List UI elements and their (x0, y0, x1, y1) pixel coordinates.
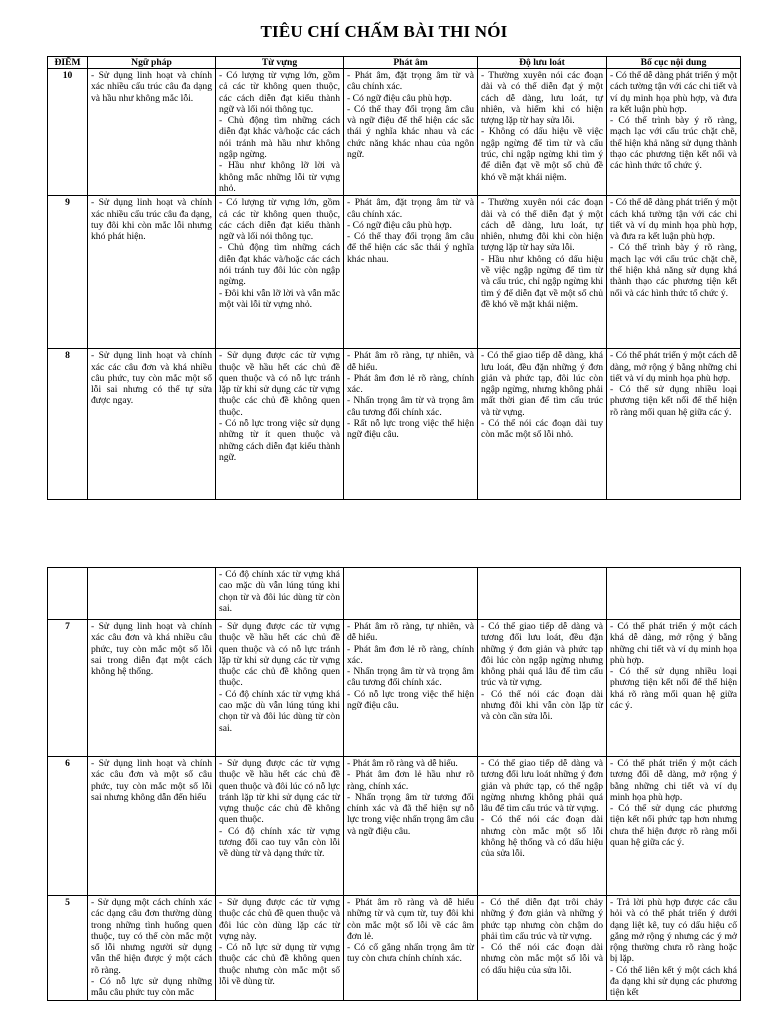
pronunciation-cell (344, 896, 478, 1001)
content-structure-cell (607, 757, 741, 896)
fluency-cell (478, 620, 607, 757)
header-vocabulary: Từ vựng (216, 57, 344, 69)
criteria-table-part2 (47, 567, 741, 1001)
criterion-text: - Không có dấu hiệu về việc ngập ngừng để tìm từ và cấu trúc, chỉ ngập ngừng khi tìm ý để diễn đạt về một số chủ đề khó về mặt khái niệm. (481, 126, 603, 183)
vocabulary-cell (216, 69, 344, 196)
grammar-cell (88, 196, 216, 349)
criterion-text: - Sử dụng linh hoạt và chính xác câu đơn và một số câu phức, tuy còn mắc một số lỗi sai nhưng không dẫn đến hiểu (91, 758, 212, 803)
pronunciation-cell (344, 196, 478, 349)
table-header-row (48, 57, 741, 69)
criterion-text: - Sử dụng được các từ vựng thuộc về hầu hết các chủ đề quen thuộc và đôi lúc có nỗ lực tránh lặp từ khi sử dụng các từ vựng thuộc các chủ đề không quen thuộc. (219, 758, 340, 826)
criterion-text: - Phát âm, đặt trọng âm từ và câu chính xác. (347, 70, 474, 93)
criterion-text: - Sử dụng được các từ vựng thuộc về hầu hết các chủ đề quen thuộc và có nỗ lực tránh lặp từ khi sử dụng các từ vựng thuộc các chủ đề không quen thuộc. (219, 621, 340, 689)
score-cell (48, 568, 88, 620)
score-cell: 5 (48, 896, 88, 1001)
table-row (48, 568, 741, 620)
criterion-text: - Có thể thay đổi trọng âm câu và ngữ điệu để thể hiện các sắc thái ý nghĩa khác nhau và các chức năng khác nhau của ngôn ngữ. (347, 103, 474, 161)
score-cell: 6 (48, 757, 88, 896)
criterion-text: - Sử dụng linh hoạt và chính xác câu đơn và khá nhiều câu phức, tuy còn mắc một số lỗi sai trong diễn đạt một cách không hệ thống. (91, 621, 212, 678)
criterion-text: - Nhấn trọng âm từ và trọng âm câu tương đối chính xác. (347, 666, 474, 689)
criterion-text: - Có thể thay đổi trọng âm câu để thể hiện các sắc thái ý nghĩa khác nhau. (347, 231, 474, 265)
criterion-text: - Có thể giao tiếp dễ dàng và tương đối lưu loát, đều đặn những ý đơn giản và phức tạp đôi lúc còn ngập ngừng nhưng không phải quá lâu để tìm cấu trúc và từ vựng. (481, 621, 603, 689)
criterion-text: - Phát âm đơn lẻ rõ ràng, chính xác. (347, 643, 474, 666)
criterion-text: - Có ngữ điệu câu phù hợp. (347, 219, 452, 231)
grammar-cell (88, 568, 216, 620)
content-structure-cell (607, 620, 741, 757)
content-structure-cell (607, 568, 741, 620)
criterion-text: - Có thể sử dụng nhiều loại phương tiện kết nối để thể hiện rõ ràng mối quan hệ giữa các ý. (610, 384, 737, 418)
content-structure-cell (607, 896, 741, 1001)
pronunciation-cell (344, 349, 478, 500)
content-structure-cell (607, 69, 741, 196)
criterion-text: - Có thể dễ dàng phát triển ý một cách khá tường tận với các chi tiết và ví dụ minh họa phù hợp, và đưa ra kết luận phù hợp. (610, 197, 737, 243)
fluency-cell (478, 757, 607, 896)
table-row (48, 757, 741, 896)
criterion-text: - Sử dụng một cách chính xác các dạng câu đơn thường dùng trong những tình huống quen thuộc, tuy có thể còn mắc một số lỗi nhưng người sử dụng vẫn thể hiện được ý một cách rõ ràng. (91, 897, 212, 976)
criterion-text: - Phát âm đơn lẻ hầu như rõ ràng, chính xác. (347, 769, 474, 792)
criterion-text: - Có lượng từ vựng lớn, gồm cả các từ không quen thuộc, các cách diễn đạt kiểu thành ngữ và lối nói thông tục. (219, 197, 340, 243)
criterion-text: - Phát âm, đặt trọng âm từ và câu chính xác. (347, 197, 474, 220)
table-row (48, 620, 741, 757)
vocabulary-cell (216, 196, 344, 349)
criterion-text: - Có thể sử dụng nhiều loại phương tiện kết nối để thể hiện khá rõ ràng mối quan hệ giữa các ý. (610, 666, 737, 712)
table-row (48, 69, 741, 196)
criterion-text: - Có thể giao tiếp dễ dàng và tương đối lưu loát những ý đơn giản và phức tạp, có thể ngập ngừng nhưng không phải quá lâu để tìm cấu trúc và từ vựng. (481, 758, 603, 815)
criterion-text: - Đôi khi vẫn lỡ lời và vẫn mắc một vài lỗi từ vựng nhỏ. (219, 287, 340, 310)
table-row (48, 896, 741, 1001)
table-row (48, 349, 741, 500)
fluency-cell (478, 896, 607, 1001)
grammar-cell (88, 620, 216, 757)
criterion-text: - Có thể trình bày ý rõ ràng, mạch lạc với cấu trúc chặt chẽ, thể hiện khả năng sử dụng khá thành thạo các phương tiện kết nối và các hình thức tổ chức ý. (610, 242, 737, 299)
page-title: TIÊU CHÍ CHẤM BÀI THI NÓI (260, 22, 508, 41)
criterion-text: - Có lượng từ vựng lớn, gồm cả các từ không quen thuộc, các cách diễn đạt kiểu thành ngữ và lối nói thông tục. (219, 70, 340, 115)
score-cell: 9 (48, 196, 88, 349)
header-grammar: Ngữ pháp (88, 57, 216, 69)
criterion-text: - Có thể nói các đoạn dài nhưng đôi khi vẫn còn lặp từ và còn cần sửa lỗi. (481, 688, 603, 723)
table-row (48, 196, 741, 349)
pronunciation-cell (344, 757, 478, 896)
criterion-text: - Sử dụng linh hoạt và chính xác các câu đơn và khá nhiều câu phức, tuy còn mắc một số lỗi sai nhưng có thể tự sửa được ngay. (91, 350, 212, 407)
pronunciation-cell (344, 620, 478, 757)
fluency-cell (478, 69, 607, 196)
criterion-text: - Chủ động tìm những cách diễn đạt khác và/hoặc các cách nói tránh tuy đôi lúc còn ngập ngừng. (219, 242, 340, 288)
header-pronunciation: Phát âm (344, 57, 478, 69)
criterion-text: - Nhấn trọng âm từ tương đối chính xác và đã thể hiện sự nỗ lực trong việc nhấn trọng âm câu và ngữ điệu câu. (347, 791, 474, 837)
criterion-text: - Có thể dễ dàng phát triển ý một cách tường tận với các chi tiết và ví dụ minh họa phù hợp, và đưa ra kết luận phù hợp. (610, 70, 737, 115)
content-structure-cell (607, 349, 741, 500)
criterion-text: - Sử dụng được các từ vựng thuộc về hầu hết các chủ đề quen thuộc và có nỗ lực tránh lặp từ khi sử dụng các từ vựng thuộc các chủ đề không quen thuộc. (219, 350, 340, 418)
pronunciation-cell (344, 568, 478, 620)
criterion-text: - Có thể liên kết ý một cách khá đa dạng khi sử dụng các phương tiện kết (610, 964, 737, 999)
criteria-table-part1 (47, 56, 741, 500)
score-cell: 10 (48, 69, 88, 196)
criterion-text: - Có độ chính xác từ vựng tương đối cao tuy vẫn còn lỗi về dùng từ và dạng thức từ. (219, 825, 340, 860)
criterion-text: - Có độ chính xác từ vựng khá cao mặc dù vẫn lúng túng khi chọn từ và đôi lúc dùng từ còn sai. (219, 688, 340, 734)
criterion-text: - Phát âm đơn lẻ rõ ràng, chính xác. (347, 372, 474, 396)
header-content-structure: Bố cục nội dung (607, 57, 741, 69)
criterion-text: - Có thể diễn đạt trôi chảy những ý đơn giản và những ý phức tạp nhưng còn chậm do phải tìm cấu trúc và từ vựng. (481, 897, 603, 942)
vocabulary-cell (216, 620, 344, 757)
criterion-text: - Có thể phát triển ý một cách tương đối dễ dàng, mở rộng ý bằng những chi tiết và ví dụ minh họa phù hợp. (610, 758, 737, 803)
criterion-text: - Trả lời phù hợp được các câu hỏi và có thể phát triển ý dưới dạng liệt kê, tuy có dấu hiệu cố gắng mở rộng ý nhưng các ý mở rộng thường chưa rõ ràng hoặc bị lặp. (610, 897, 737, 965)
criterion-text: - Có nỗ lực sử dụng từ vựng thuộc các chủ đề không quen thuộc nhưng còn mắc một số lỗi về dùng từ. (219, 942, 340, 988)
criterion-text: - Phát âm rõ ràng, tự nhiên, và dễ hiểu. (347, 621, 474, 644)
fluency-cell (478, 349, 607, 500)
criterion-text: - Có nỗ lực trong việc sử dụng những từ ít quen thuộc và những cách diễn đạt kiểu thành ngữ. (219, 418, 340, 463)
criterion-text: - Có thể sử dụng các phương tiện kết nối phức tạp hơn nhưng chưa thể hiện được rõ ràng mối quan hệ giữa các ý. (610, 803, 737, 849)
criterion-text: - Phát âm rõ ràng và dễ hiểu. (347, 758, 458, 769)
vocabulary-cell (216, 896, 344, 1001)
header-score: ĐIỂM (48, 57, 88, 69)
criterion-text: - Có thể phát triển ý một cách dễ dàng, mở rộng ý bằng những chi tiết và ví dụ minh họa phù hợp. (610, 350, 737, 384)
score-cell: 8 (48, 349, 88, 500)
criterion-text: - Có nỗ lực trong việc thể hiện ngữ điệu câu. (347, 688, 474, 712)
grammar-cell (88, 349, 216, 500)
score-cell: 7 (48, 620, 88, 757)
criterion-text: - Có cố gắng nhấn trọng âm từ tuy còn chưa chính chính xác. (347, 942, 474, 965)
criterion-text: - Nhấn trọng âm từ và trọng âm câu tương đối chính xác. (347, 395, 474, 418)
pronunciation-cell (344, 69, 478, 196)
criterion-text: - Hầu như không lỡ lời và không mắc những lỗi từ vựng nhỏ. (219, 160, 340, 194)
criterion-text: - Có nỗ lực sử dụng những mẫu câu phức tuy còn mắc (91, 976, 212, 999)
criterion-text: - Sử dụng linh hoạt và chính xác nhiều cấu trúc câu đa dạng và hầu như không mắc lỗi. (91, 70, 212, 104)
vocabulary-cell (216, 757, 344, 896)
criterion-text: - Phát âm rõ ràng và dễ hiểu những từ và cụm từ, tuy đôi khi còn mắc một số lỗi về các âm đơn lẻ. (347, 897, 474, 942)
grammar-cell (88, 896, 216, 1001)
criterion-text: - Có thể nói các đoạn dài nhưng còn mắc một số lỗi không hệ thống và có dấu hiệu của sửa lỗi. (481, 814, 603, 860)
criterion-text: - Có thể trình bày ý rõ ràng, mạch lạc với cấu trúc chặt chẽ, thể hiện khả năng sử dụng thành thạo các phương tiện kết nối và các hình thức tổ chức ý. (610, 115, 737, 172)
criterion-text: - Có thể nói các đoạn dài nhưng còn mắc một số lỗi và có dấu hiệu của sửa lỗi. (481, 942, 603, 976)
criterion-text: - Hầu như không có dấu hiệu về việc ngập ngừng để tìm từ và cấu trúc, chỉ ngập ngừng khi tìm ý để diễn đạt về một số chủ đề khó về mặt khái niệm. (481, 253, 603, 310)
grammar-cell (88, 69, 216, 196)
criterion-text: - Thường xuyên nói các đoạn dài và có thể diễn đạt ý một cách dễ dàng, lưu loát, tự nhiên, nhưng đôi khi còn hiện tượng lặp từ hay sửa lỗi. (481, 197, 603, 254)
criterion-text: - Thường xuyên nói các đoạn dài và có thể diễn đạt ý một cách dễ dàng, lưu loát, tự nhiên, và hiếm khi có hiện tượng lặp từ hay sửa lỗi. (481, 70, 603, 127)
header-fluency: Độ lưu loát (478, 57, 607, 69)
criterion-text: - Có thể phát triển ý một cách khá dễ dàng, mở rộng ý bằng những chi tiết và ví dụ minh họa phù hợp. (610, 621, 737, 666)
criterion-text: - Có độ chính xác từ vựng khá cao mặc dù vẫn lúng túng khi chọn từ và đôi lúc dùng từ còn sai. (219, 569, 340, 614)
criterion-text: - Sử dụng được các từ vựng thuộc các chủ đề quen thuộc và đôi lúc còn dùng lặp các từ vựng này. (219, 897, 340, 942)
fluency-cell (478, 568, 607, 620)
criterion-text: - Có ngữ điệu câu phù hợp. (347, 92, 452, 104)
criterion-text: - Có thể giao tiếp dễ dàng, khá lưu loát, đều đặn những ý đơn giản và phức tạp, đôi lúc còn ngập ngừng, nhưng không phải mất thời gian để tìm cấu trúc và từ vựng. (481, 350, 603, 418)
criterion-text: - Chủ động tìm những cách diễn đạt khác và/hoặc các cách nói tránh mà hầu như không ngập ngừng. (219, 115, 340, 161)
grammar-cell (88, 757, 216, 896)
criterion-text: - Phát âm rõ ràng, tự nhiên, và dễ hiểu. (347, 350, 474, 373)
criterion-text: - Sử dụng linh hoạt và chính xác nhiều cấu trúc câu đa dạng, tuy đôi khi còn mắc lỗi nhưng khó phát hiện. (91, 197, 212, 243)
vocabulary-cell (216, 568, 344, 620)
criterion-text: - Rất nỗ lực trong việc thể hiện ngữ điệu câu. (347, 418, 474, 441)
vocabulary-cell (216, 349, 344, 500)
fluency-cell (478, 196, 607, 349)
criterion-text: - Có thể nói các đoạn dài tuy còn mắc một số lỗi nhỏ. (481, 418, 603, 441)
content-structure-cell (607, 196, 741, 349)
